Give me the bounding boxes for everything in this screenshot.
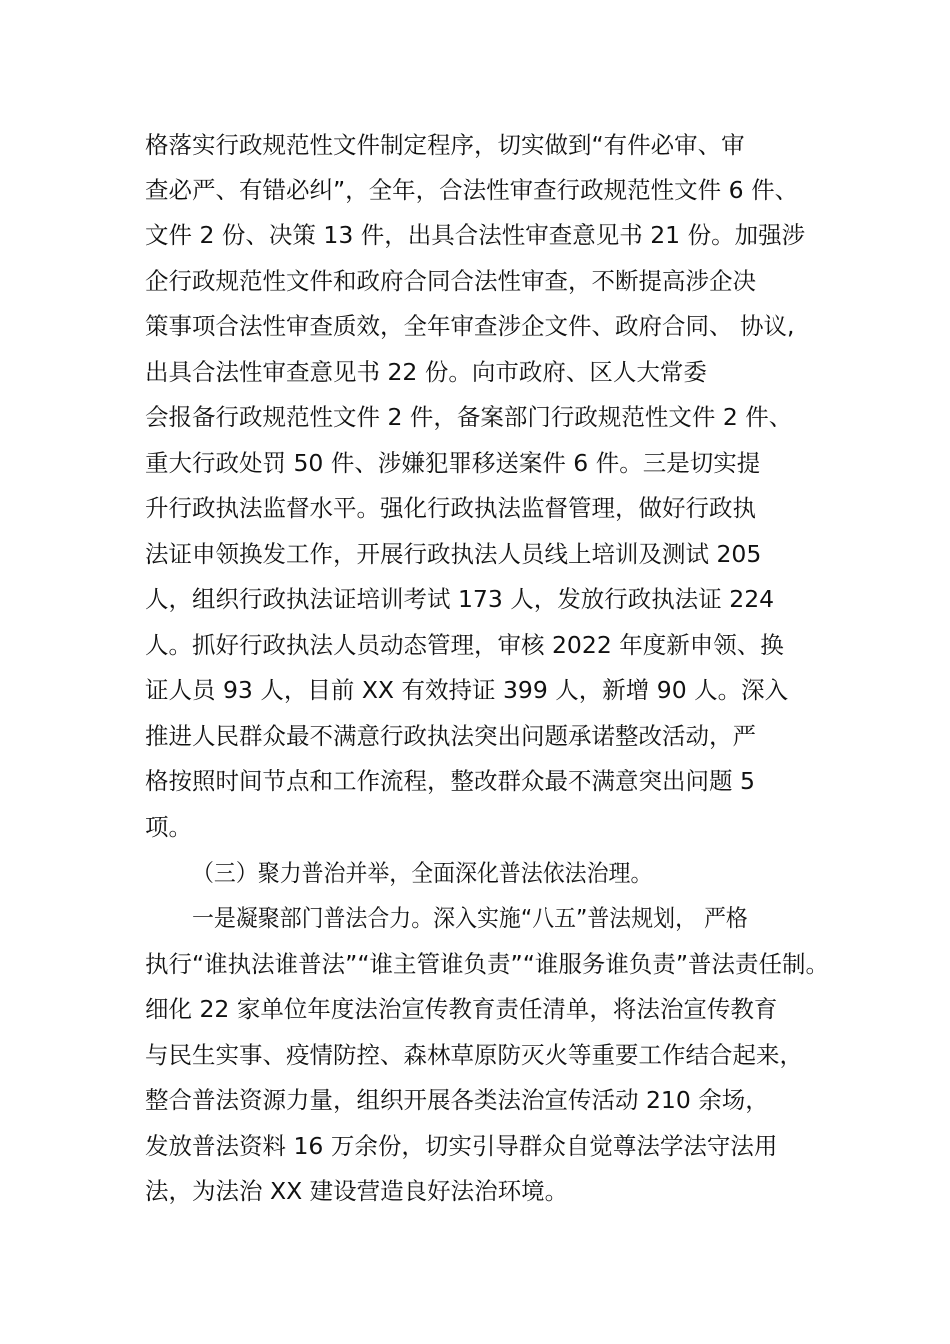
text-line: 人，组织行政执法证培训考试 173 人，发放行政执法证 224 — [145, 585, 775, 613]
text-line: 策事项合法性审查质效，全年审查涉企文件、政府合同、 协议, — [145, 312, 795, 340]
text-line: 升行政执法监督水平。强化行政执法监督管理，做好行政执 — [145, 494, 756, 522]
text-line: 推进人民群众最不满意行政执法突出问题承诺整改活动，严 — [145, 722, 756, 750]
text-line: 格落实行政规范性文件制定程序，切实做到“有件必审、审 — [145, 131, 745, 159]
text-line: 文件 2 份、决策 13 件，出具合法性审查意见书 21 份。加强涉 — [145, 221, 806, 249]
section-heading: （三）聚力普治并举，全面深化普法依法治理。 — [192, 859, 653, 887]
text-line: 查必严、有错必纠”，全年，合法性审查行政规范性文件 6 件、 — [145, 176, 799, 204]
text-line: 与民生实事、疫情防控、森林草原防灭火等重要工作结合起来， — [145, 1041, 803, 1069]
text-line: 细化 22 家单位年度法治宣传教育责任清单，将法治宣传教育 — [145, 995, 778, 1023]
text-line: 执行“谁执法谁普法”“谁主管谁负责”“谁服务谁负责”普法责任制。 — [145, 950, 830, 978]
text-line: 企行政规范性文件和政府合同合法性审查，不断提高涉企决 — [145, 267, 756, 295]
text-line: 发放普法资料 16 万余份，切实引导群众自觉尊法学法守法用 — [145, 1132, 778, 1160]
text-line: 法，为法治 XX 建设营造良好法治环境。 — [145, 1177, 569, 1205]
text-line: 项。 — [145, 813, 192, 841]
text-line: 法证申领换发工作，开展行政执法人员线上培训及测试 205 — [145, 540, 762, 568]
text-line: 会报备行政规范性文件 2 件，备案部门行政规范性文件 2 件、 — [145, 403, 793, 431]
text-line: 人。抓好行政执法人员动态管理，审核 2022 年度新申领、换 — [145, 631, 784, 659]
text-line: 格按照时间节点和工作流程，整改群众最不满意突出问题 5 — [145, 767, 755, 795]
text-line: 重大行政处罚 50 件、涉嫌犯罪移送案件 6 件。三是切实提 — [145, 449, 761, 477]
text-line: 出具合法性审查意见书 22 份。向市政府、区人大常委 — [145, 358, 707, 386]
text-line: 整合普法资源力量，组织开展各类法治宣传活动 210 余场， — [145, 1086, 769, 1114]
paragraph-first-line: 一是凝聚部门普法合力。深入实施“八五”普法规划， 严格 — [192, 904, 748, 932]
text-line: 证人员 93 人，目前 XX 有效持证 399 人，新增 90 人。深入 — [145, 676, 789, 704]
